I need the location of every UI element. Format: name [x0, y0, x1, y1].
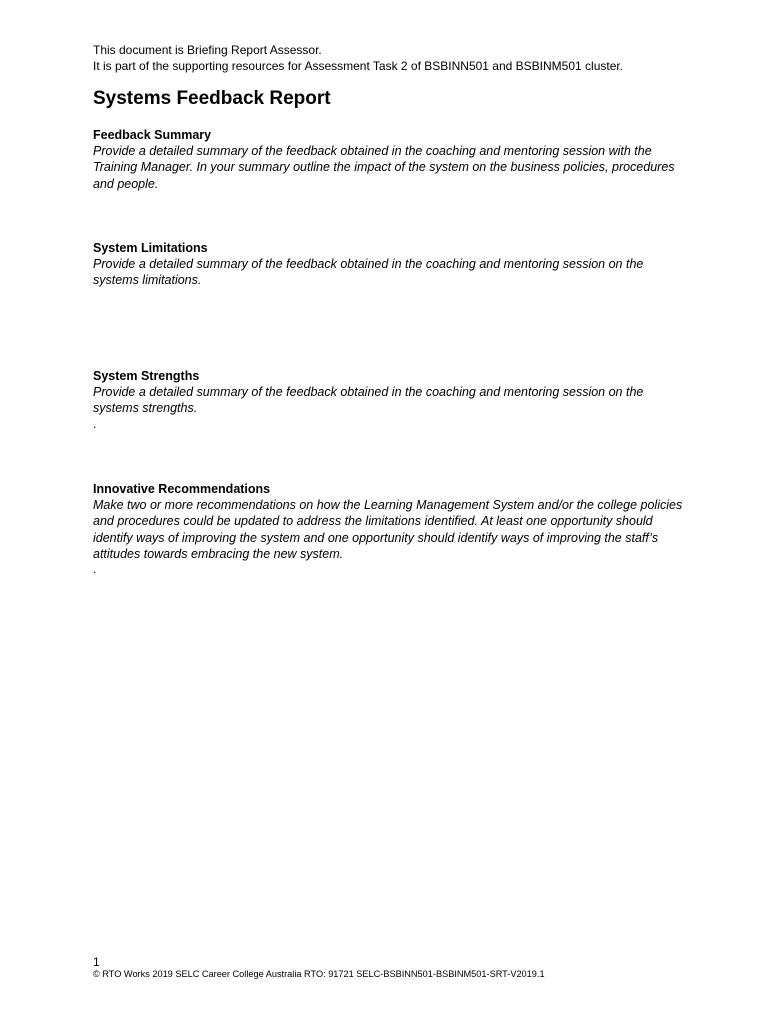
section-heading: Feedback Summary	[93, 128, 212, 142]
section-body: Make two or more recommendations on how the Learning Management System and/or the college policies and procedures could be updated to address the limitations identified. At least one opportunity should identify ways of improving the system and one opportunity should identify ways of improving the staff’s attitudes towards embracing the new system.	[93, 498, 683, 561]
trailing-dot: .	[93, 562, 97, 577]
page-title: Systems Feedback Report	[93, 88, 331, 109]
section-system-strengths	[93, 368, 683, 431]
header-line-1: This document is Briefing Report Assessor.	[93, 43, 322, 57]
section-body: Provide a detailed summary of the feedback obtained in the coaching and mentoring session with the Training Manager. In your summary outline the impact of the system on the business policies, procedures and people.	[93, 144, 675, 191]
section-heading: System Limitations	[93, 241, 208, 255]
header-line-2: It is part of the supporting resources for Assessment Task 2 of BSBINN501 and BSBINM501 cluster.	[93, 59, 624, 73]
section-heading: System Strengths	[93, 369, 200, 383]
section-body: Provide a detailed summary of the feedback obtained in the coaching and mentoring session on the systems strengths.	[93, 385, 644, 416]
trailing-dot: .	[93, 416, 97, 431]
section-innovative-recommendations	[93, 481, 683, 576]
page-number: 1	[93, 955, 100, 969]
copyright-footer: © RTO Works 2019 SELC Career College Australia RTO: 91721 SELC-BSBINN501-BSBINM501-SRT-V2019.1	[93, 969, 545, 979]
section-heading: Innovative Recommendations	[93, 482, 271, 496]
section-body: Provide a detailed summary of the feedback obtained in the coaching and mentoring session on the systems limitations.	[93, 257, 644, 288]
section-feedback-summary	[93, 127, 683, 192]
section-system-limitations	[93, 240, 683, 289]
